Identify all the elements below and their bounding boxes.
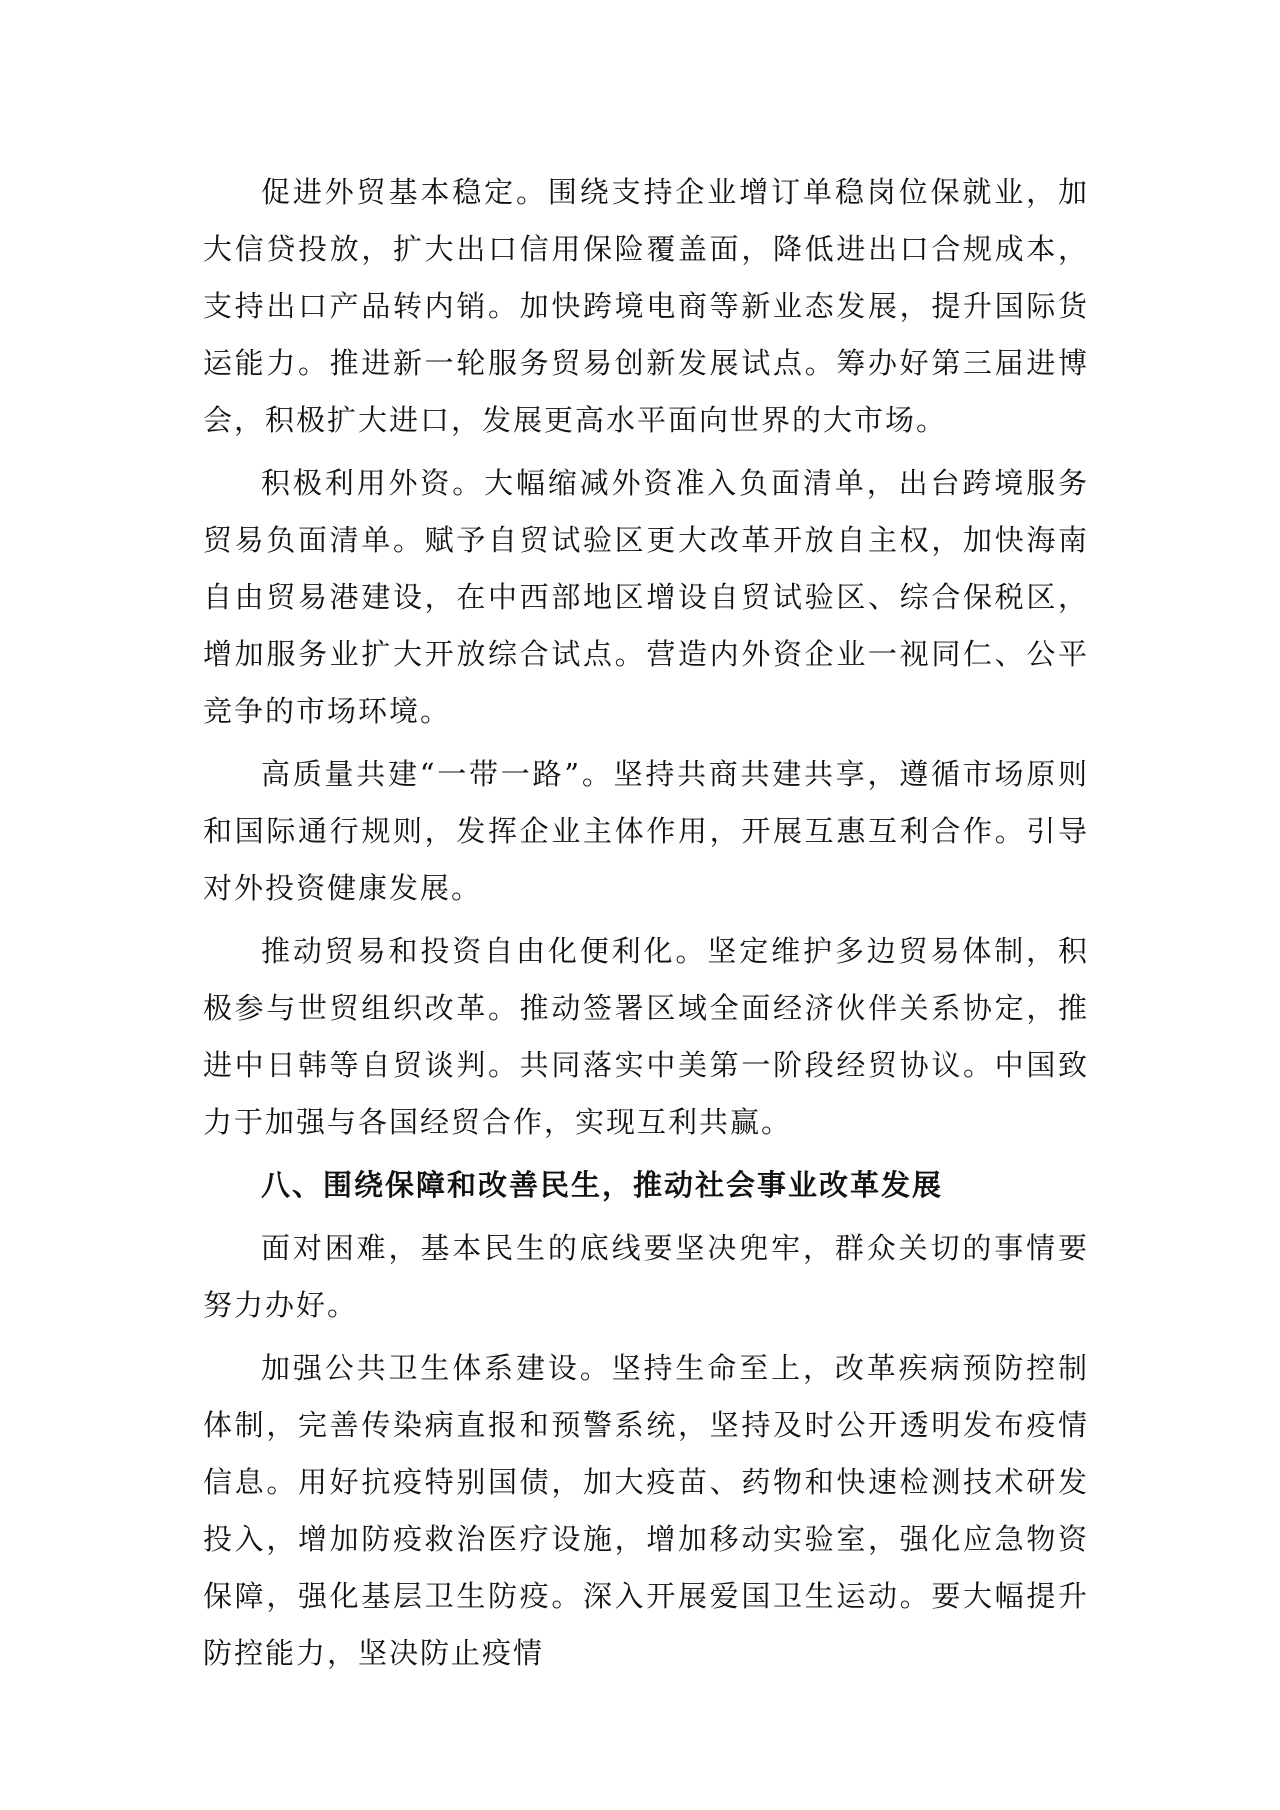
paragraph-public-health: 加强公共卫生体系建设。坚持生命至上，改革疾病预防控制体制，完善传染病直报和预警系统，坚持及时公开透明发布疫情信息。用好抗疫特别国债，加大疫苗、药物和快速检测技术研发投入，增加防疫救治医疗设施，增加移动实验室，强化应急物资保障，强化基层卫生防疫。深入开展爱国卫生运动。要大幅提升防控能力，坚决防止疫情: [203, 1351, 1089, 1670]
paragraph-belt-and-road: 高质量共建“一带一路”。坚持共商共建共享，遵循市场原则和国际通行规则，发挥企业主体作用，开展互惠互利合作。引导对外投资健康发展。: [203, 757, 1089, 905]
paragraph-foreign-trade: 促进外贸基本稳定。围绕支持企业增订单稳岗位保就业，加大信贷投放，扩大出口信用保险覆盖面，降低进出口合规成本，支持出口产品转内销。加快跨境电商等新业态发展，提升国际货运能力。推进新一轮服务贸易创新发展试点。筹办好第三届进博会，积极扩大进口，发展更高水平面向世界的大市场。: [203, 175, 1089, 437]
document-body: [203, 164, 1089, 1688]
paragraph-livelihood-intro: 面对困难，基本民生的底线要坚决兜牢，群众关切的事情要努力办好。: [203, 1231, 1089, 1322]
paragraph-foreign-investment: 积极利用外资。大幅缩减外资准入负面清单，出台跨境服务贸易负面清单。赋予自贸试验区更大改革开放自主权，加快海南自由贸易港建设，在中西部地区增设自贸试验区、综合保税区，增加服务业扩大开放综合试点。营造内外资企业一视同仁、公平竞争的市场环境。: [203, 466, 1089, 728]
paragraph-trade-liberalization: 推动贸易和投资自由化便利化。坚定维护多边贸易体制，积极参与世贸组织改革。推动签署区域全面经济伙伴关系协定，推进中日韩等自贸谈判。共同落实中美第一阶段经贸协议。中国致力于加强与各国经贸合作，实现互利共赢。: [203, 934, 1089, 1139]
section-heading-8: 八、围绕保障和改善民生，推动社会事业改革发展: [261, 1168, 944, 1202]
